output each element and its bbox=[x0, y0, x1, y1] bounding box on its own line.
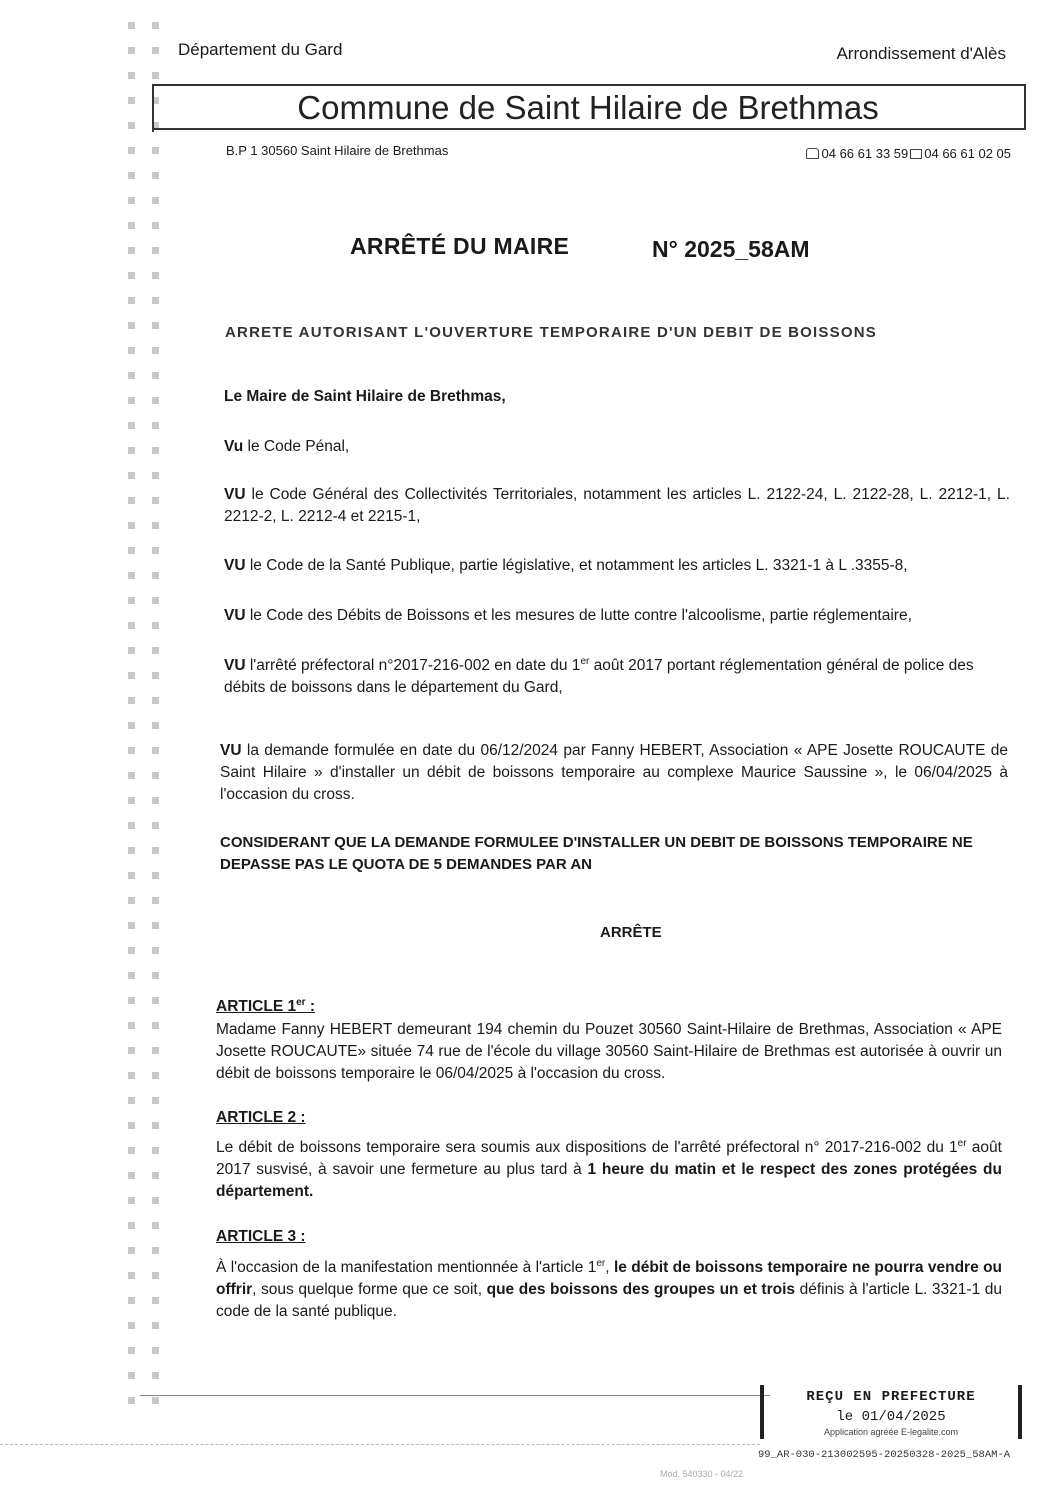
punch-dot bbox=[128, 947, 135, 954]
punch-dot bbox=[128, 97, 135, 104]
punch-dot bbox=[128, 1322, 135, 1329]
punch-dot bbox=[152, 897, 159, 904]
punch-dot bbox=[152, 522, 159, 529]
punch-dot bbox=[128, 972, 135, 979]
vu-arrete-prefectoral: VU l'arrêté préfectoral n°2017-216-002 en date du 1er août 2017 portant réglementation général de police des débits de boissons dans le département du Gard, bbox=[224, 656, 974, 697]
punch-dot bbox=[152, 847, 159, 854]
punch-dot bbox=[128, 422, 135, 429]
punch-dot bbox=[152, 547, 159, 554]
punch-dot bbox=[128, 497, 135, 504]
vu-sante-publique: VU le Code de la Santé Publique, partie législative, et notamment les articles L. 3321-1 à L .3355-8, bbox=[224, 557, 908, 574]
punch-dot bbox=[152, 197, 159, 204]
stamp-application: Application agréée E-legalite.com bbox=[823, 1427, 959, 1437]
punch-dot bbox=[128, 1122, 135, 1129]
punch-dot bbox=[128, 1272, 135, 1279]
footer-dashed-rule bbox=[0, 1444, 760, 1445]
commune-title: Commune de Saint Hilaire de Brethmas bbox=[152, 84, 1026, 130]
punch-dot bbox=[152, 722, 159, 729]
punch-dot bbox=[128, 1097, 135, 1104]
punch-dot bbox=[152, 1347, 159, 1354]
punch-dot bbox=[128, 547, 135, 554]
article-3-text: À l'occasion de la manifestation mentionnée à l'article 1er, le débit de boissons temporaire ne pourra vendre ou offrir, sous quelque forme que ce soit, que des boissons des groupes un et trois définis à l'article L. 3321-1 du code de la santé publique. bbox=[216, 1258, 1002, 1321]
punch-dot bbox=[152, 347, 159, 354]
punch-dot bbox=[152, 322, 159, 329]
punch-dot bbox=[152, 1147, 159, 1154]
punch-dot bbox=[128, 172, 135, 179]
punch-dot bbox=[128, 22, 135, 29]
punch-dot bbox=[152, 447, 159, 454]
punch-dot bbox=[152, 1022, 159, 1029]
punch-dot bbox=[128, 897, 135, 904]
intro-line: Le Maire de Saint Hilaire de Brethmas, bbox=[224, 388, 506, 405]
punch-dot bbox=[128, 647, 135, 654]
punch-dot bbox=[128, 397, 135, 404]
punch-dot bbox=[128, 447, 135, 454]
punch-dot bbox=[128, 572, 135, 579]
punch-dot bbox=[128, 247, 135, 254]
punch-dot bbox=[152, 472, 159, 479]
article-3-heading: ARTICLE 3 : bbox=[216, 1228, 306, 1245]
punch-dot bbox=[152, 272, 159, 279]
punch-dot bbox=[128, 847, 135, 854]
punch-dot bbox=[152, 1222, 159, 1229]
punch-dot bbox=[128, 122, 135, 129]
article-2-heading: ARTICLE 2 : bbox=[216, 1109, 306, 1126]
punch-dot bbox=[128, 322, 135, 329]
vu-demande: VU la demande formulée en date du 06/12/2024 par Fanny HEBERT, Association « APE Josette ROUCAUTE de Saint Hilaire » d'installer un débit de boissons temporaire au complexe Maurice Saussine », le 06/04/2025 à l'occasion du cross. bbox=[220, 742, 1008, 803]
punch-dot bbox=[128, 472, 135, 479]
punch-dot bbox=[128, 1397, 135, 1404]
article-2-text: Le débit de boissons temporaire sera soumis aux dispositions de l'arrêté préfectoral n° 2017-216-002 du 1er août 2017 susvisé, à savoir une fermeture au plus tard à 1 heure du matin et le respect des zones protégées du département. bbox=[216, 1138, 1002, 1201]
punch-dot bbox=[152, 697, 159, 704]
punch-dot bbox=[128, 822, 135, 829]
stamp-date: le 01/04/2025 bbox=[836, 1409, 946, 1425]
punch-dot bbox=[152, 1372, 159, 1379]
punch-dot bbox=[128, 1072, 135, 1079]
punch-dot bbox=[152, 397, 159, 404]
considerant: CONSIDERANT QUE LA DEMANDE FORMULEE D'INSTALLER UN DEBIT DE BOISSONS TEMPORAIRE NE DEPASSE PAS LE QUOTA DE 5 DEMANDES PAR AN bbox=[220, 834, 973, 873]
punch-dot bbox=[152, 247, 159, 254]
punch-dot bbox=[128, 797, 135, 804]
stamp-received: REÇU EN PREFECTURE bbox=[806, 1389, 976, 1405]
punch-dot bbox=[152, 1072, 159, 1079]
punch-dot bbox=[128, 622, 135, 629]
fax-icon bbox=[910, 149, 922, 159]
punch-dot bbox=[152, 597, 159, 604]
footer-rule bbox=[140, 1395, 770, 1396]
punch-dot bbox=[152, 1322, 159, 1329]
punch-dot bbox=[128, 1197, 135, 1204]
punch-dot bbox=[152, 997, 159, 1004]
punch-dot bbox=[128, 147, 135, 154]
punch-dot bbox=[152, 922, 159, 929]
punch-dot bbox=[152, 47, 159, 54]
punch-dot bbox=[128, 1172, 135, 1179]
punch-dot bbox=[152, 1047, 159, 1054]
fax-number: 04 66 61 02 05 bbox=[924, 146, 1011, 161]
document-subject: ARRETE AUTORISANT L'OUVERTURE TEMPORAIRE D'UN DEBIT DE BOISSONS bbox=[225, 324, 877, 341]
department-label: Département du Gard bbox=[178, 40, 343, 59]
punch-dot bbox=[128, 522, 135, 529]
punch-dot bbox=[128, 697, 135, 704]
document-number: N° 2025_58AM bbox=[652, 236, 810, 262]
punch-dot bbox=[152, 1122, 159, 1129]
punch-dot bbox=[152, 497, 159, 504]
postal-address: B.P 1 30560 Saint Hilaire de Brethmas bbox=[226, 143, 449, 158]
phone-number: 04 66 61 33 59 bbox=[821, 146, 909, 161]
vu-debits-boissons: VU le Code des Débits de Boissons et les mesures de lutte contre l'alcoolisme, partie réglementaire, bbox=[224, 607, 912, 624]
punch-dot bbox=[152, 372, 159, 379]
punch-dot bbox=[128, 272, 135, 279]
punch-dot bbox=[128, 1297, 135, 1304]
punch-dot bbox=[128, 347, 135, 354]
punch-dot bbox=[128, 72, 135, 79]
punch-dot bbox=[152, 772, 159, 779]
punch-dot bbox=[152, 622, 159, 629]
punch-dot bbox=[128, 597, 135, 604]
punch-dot bbox=[128, 47, 135, 54]
punch-dot bbox=[128, 197, 135, 204]
punch-dot bbox=[152, 1172, 159, 1179]
punch-dot bbox=[152, 1297, 159, 1304]
punch-dot bbox=[128, 1022, 135, 1029]
arrondissement-label: Arrondissement d'Alès bbox=[836, 44, 1006, 63]
punch-dot bbox=[128, 1347, 135, 1354]
punch-dot bbox=[152, 972, 159, 979]
punch-dot bbox=[152, 797, 159, 804]
punch-dot bbox=[128, 997, 135, 1004]
punch-dot bbox=[152, 1197, 159, 1204]
punch-dot bbox=[128, 372, 135, 379]
punch-dot bbox=[128, 1047, 135, 1054]
punch-dot bbox=[152, 297, 159, 304]
punch-dot bbox=[152, 947, 159, 954]
punch-dot bbox=[152, 172, 159, 179]
punch-dot bbox=[128, 1147, 135, 1154]
arrete-heading: ARRÊTE bbox=[600, 924, 662, 941]
punch-dot bbox=[128, 672, 135, 679]
punch-dot bbox=[128, 297, 135, 304]
punch-dot bbox=[152, 1397, 159, 1404]
punch-dot bbox=[152, 1097, 159, 1104]
punch-dot bbox=[152, 72, 159, 79]
punch-dot bbox=[152, 422, 159, 429]
punch-dot bbox=[152, 822, 159, 829]
contact-numbers bbox=[806, 146, 1012, 161]
punch-dot bbox=[152, 572, 159, 579]
punch-dot bbox=[128, 1222, 135, 1229]
punch-dot bbox=[152, 1272, 159, 1279]
punch-dot bbox=[152, 872, 159, 879]
punch-dot bbox=[152, 747, 159, 754]
punch-dot bbox=[128, 747, 135, 754]
punch-dot bbox=[128, 1247, 135, 1254]
article-1-heading: ARTICLE 1er : bbox=[216, 997, 316, 1016]
punch-dot bbox=[128, 872, 135, 879]
punch-dot bbox=[152, 222, 159, 229]
punch-dot bbox=[152, 1247, 159, 1254]
punch-dot bbox=[128, 722, 135, 729]
article-1-text: Madame Fanny HEBERT demeurant 194 chemin du Pouzet 30560 Saint-Hilaire de Brethmas, Association « APE Josette ROUCAUTE» située 74 rue de l'école du village 30560 Saint-Hilaire de Brethmas est autorisée à ouvrir un débit de boissons temporaire le 06/04/2025 à l'occasion du cross. bbox=[216, 1021, 1002, 1082]
vu-cgct: VU le Code Général des Collectivités Territoriales, notamment les articles L. 2122-24, L. 2122-28, L. 2212-1, L. 2212-2, L. 2212-4 et 2215-1, bbox=[224, 486, 1010, 525]
punch-dot bbox=[128, 1372, 135, 1379]
document-title: ARRÊTÉ DU MAIRE bbox=[350, 233, 570, 259]
punch-dot bbox=[152, 22, 159, 29]
margin-punch-dots bbox=[128, 22, 168, 1422]
stamp-reference: 99_AR-030-213002595-20250328-2025_58AM-A bbox=[758, 1449, 1011, 1461]
punch-dot bbox=[152, 647, 159, 654]
punch-dot bbox=[128, 922, 135, 929]
form-model-ref: Mod. 540330 - 04/22 bbox=[660, 1469, 744, 1479]
vu-code-penal: Vu le Code Pénal, bbox=[224, 438, 350, 455]
punch-dot bbox=[152, 672, 159, 679]
punch-dot bbox=[128, 772, 135, 779]
punch-dot bbox=[128, 222, 135, 229]
prefecture-stamp bbox=[760, 1385, 1022, 1439]
punch-dot bbox=[152, 147, 159, 154]
phone-icon bbox=[806, 148, 819, 159]
